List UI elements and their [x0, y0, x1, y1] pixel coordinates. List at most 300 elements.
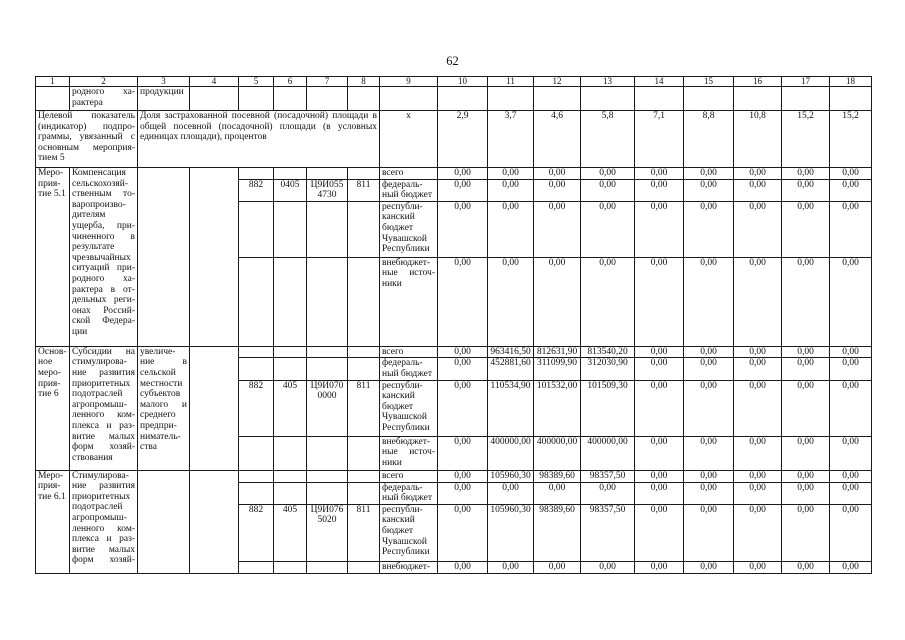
- funding-amount: 0,00: [782, 504, 830, 561]
- text-line: подотраслей: [72, 389, 123, 400]
- empty-cell: [684, 87, 734, 111]
- funding-source: [380, 179, 438, 201]
- funding-amount: 0,00: [782, 168, 830, 180]
- funding-amount: 0,00: [581, 561, 635, 573]
- indicator-value: 8,8: [684, 111, 734, 168]
- text-line: ние в: [140, 357, 187, 368]
- text-line: форм хозяй-: [72, 555, 135, 566]
- text-line: местности: [140, 378, 183, 389]
- activity-status: [36, 346, 70, 470]
- text-line: плекса и раз-: [72, 534, 135, 545]
- funding-amount: 0,00: [782, 179, 830, 201]
- funding-amount: 0,00: [734, 346, 782, 358]
- funding-amount: 0,00: [635, 201, 684, 257]
- code-col6: [274, 201, 307, 257]
- text-line: приоритетных: [72, 491, 131, 502]
- text-line: ный бюджет: [382, 493, 433, 504]
- indicator-value: 7,1: [635, 111, 684, 168]
- funding-amount: 0,00: [734, 179, 782, 201]
- text-line: ники: [382, 457, 402, 468]
- code-col6: [274, 358, 307, 380]
- code-col6: 0405: [274, 179, 307, 201]
- activity-indicator: [138, 168, 190, 347]
- text-line: республи-: [382, 380, 423, 391]
- text-line: родного ха-: [72, 273, 135, 284]
- funding-amount: 452881,60: [488, 358, 534, 380]
- funding-amount: 0,00: [635, 179, 684, 201]
- text-line: рактера в от-: [72, 284, 135, 295]
- code-col6: [274, 346, 307, 358]
- code-col7: [307, 257, 348, 346]
- activity-status: [36, 470, 70, 573]
- funding-amount: 105960,30: [488, 504, 534, 561]
- code-col5: [239, 257, 274, 346]
- text-line: ственным то-: [72, 189, 135, 200]
- text-line: ное: [38, 357, 53, 368]
- text-line: меро-: [38, 367, 61, 378]
- funding-amount: 98389,60: [534, 504, 581, 561]
- table-body: [36, 77, 872, 574]
- funding-amount: 963416,50: [488, 346, 534, 358]
- funding-amount: 311099,90: [534, 358, 581, 380]
- funding-amount: 0,00: [782, 346, 830, 358]
- text-line: ской Федера-: [72, 316, 135, 327]
- code-col7: [307, 358, 348, 380]
- text-line: ный бюджет: [382, 368, 433, 379]
- text-line: увеличе-: [140, 346, 176, 357]
- text-line: Ц9И076: [310, 504, 344, 515]
- empty-cell: [190, 87, 239, 111]
- funding-amount: 0,00: [635, 257, 684, 346]
- funding-amount: 0,00: [438, 179, 488, 201]
- funding-amount: 0,00: [830, 358, 872, 380]
- funding-amount: 0,00: [684, 358, 734, 380]
- funding-amount: 101532,00: [534, 380, 581, 436]
- text-line: 4730: [317, 190, 337, 201]
- funding-amount: 0,00: [488, 179, 534, 201]
- activity-indicator: [138, 346, 190, 470]
- funding-amount: 0,00: [488, 561, 534, 573]
- text-line: единицах площади), процентов: [140, 132, 267, 143]
- column-number: 13: [581, 77, 635, 87]
- text-line: Меро-: [38, 470, 64, 481]
- funding-amount: 0,00: [734, 257, 782, 346]
- empty-cell: [830, 87, 872, 111]
- text-line: прия-: [38, 178, 61, 189]
- text-line: ние развития: [72, 367, 135, 378]
- column-number: 15: [684, 77, 734, 87]
- funding-amount: 0,00: [534, 257, 581, 346]
- text-line: внебюджет-: [382, 257, 431, 268]
- text-line: ленного ком-: [72, 410, 135, 421]
- funding-source: [380, 482, 438, 504]
- code-col5: [239, 561, 274, 573]
- funding-amount: 0,00: [684, 482, 734, 504]
- text-line: тие 5.1: [38, 189, 66, 200]
- funding-amount: 0,00: [635, 346, 684, 358]
- funding-amount: 0,00: [635, 482, 684, 504]
- code-col5: 882: [239, 504, 274, 561]
- funding-amount: 0,00: [684, 257, 734, 346]
- funding-amount: 0,00: [734, 482, 782, 504]
- empty-cell: [190, 168, 239, 347]
- column-number: 14: [635, 77, 684, 87]
- code-col6: [274, 470, 307, 482]
- code-col8: [348, 346, 380, 358]
- text-line: республи-: [382, 201, 423, 212]
- funding-source: [380, 346, 438, 358]
- code-col6: [274, 257, 307, 346]
- funding-amount: 0,00: [734, 504, 782, 561]
- code-col5: 882: [239, 179, 274, 201]
- text-line: граммы, увязанный с: [38, 132, 135, 143]
- text-line: канский: [382, 212, 415, 223]
- empty-cell: [307, 87, 348, 111]
- funding-amount: 0,00: [635, 380, 684, 436]
- text-line: родного ха-: [72, 87, 135, 97]
- text-line: тие 6: [38, 389, 59, 400]
- program-table: [35, 76, 872, 574]
- text-line: плекса и раз-: [72, 420, 135, 431]
- text-line: республи-: [382, 504, 423, 515]
- continued-activity-name: [70, 87, 138, 111]
- column-number: 5: [239, 77, 274, 87]
- funding-amount: 0,00: [534, 179, 581, 201]
- code-col7: [307, 380, 348, 436]
- text-line: стимулирова-: [72, 357, 127, 368]
- text-line: ные источ-: [382, 268, 435, 279]
- funding-row: [36, 346, 872, 358]
- funding-amount: 0,00: [635, 168, 684, 180]
- text-line: Компенсация: [72, 168, 126, 178]
- code-col8: [348, 436, 380, 470]
- column-number: 16: [734, 77, 782, 87]
- text-line: бюджет: [382, 222, 414, 233]
- funding-amount: 0,00: [438, 482, 488, 504]
- funding-amount: 0,00: [684, 380, 734, 436]
- column-number: 2: [70, 77, 138, 87]
- indicator-value: 10,8: [734, 111, 782, 168]
- funding-amount: 0,00: [635, 561, 684, 573]
- column-number: 9: [380, 77, 438, 87]
- text-line: онах Россий-: [72, 305, 135, 316]
- text-line: общей посевной (посадочной) площади (в условных: [140, 121, 377, 132]
- text-line: Чувашской: [382, 233, 427, 244]
- text-line: сельской: [140, 367, 176, 378]
- funding-amount: 0,00: [534, 168, 581, 180]
- text-line: бюджет: [382, 401, 414, 412]
- funding-amount: 0,00: [734, 358, 782, 380]
- funding-amount: 0,00: [782, 561, 830, 573]
- text-line: сельскохозяй-: [72, 178, 128, 189]
- text-line: ущерба, при-: [72, 220, 135, 231]
- funding-amount: 0,00: [438, 561, 488, 573]
- text-line: продукции: [140, 87, 184, 97]
- funding-amount: 0,00: [830, 257, 872, 346]
- code-col6: 405: [274, 504, 307, 561]
- text-line: (индикатор) подпро-: [38, 121, 135, 132]
- column-number-row: [36, 77, 872, 87]
- indicator-value: 15,2: [830, 111, 872, 168]
- funding-source: [380, 470, 438, 482]
- text-line: Доля застрахованной посевной (посадочной) площади в: [140, 111, 377, 121]
- funding-amount: 0,00: [438, 436, 488, 470]
- code-col6: 405: [274, 380, 307, 436]
- text-line: витие малых: [72, 431, 135, 442]
- funding-amount: 0,00: [734, 201, 782, 257]
- text-line: малого и: [140, 399, 187, 410]
- funding-amount: 0,00: [830, 168, 872, 180]
- funding-amount: 0,00: [635, 504, 684, 561]
- code-col6: [274, 168, 307, 180]
- text-line: всего: [382, 168, 404, 178]
- text-line: ленного ком-: [72, 523, 135, 534]
- text-line: Республики: [382, 244, 430, 255]
- funding-amount: 0,00: [684, 201, 734, 257]
- text-line: прия-: [38, 481, 61, 492]
- text-line: Стимулирова-: [72, 470, 129, 481]
- column-number: 10: [438, 77, 488, 87]
- text-line: рактера: [72, 97, 103, 108]
- text-line: Основ-: [38, 346, 67, 357]
- column-number: 12: [534, 77, 581, 87]
- text-line: основным мероприя-: [38, 142, 135, 153]
- empty-cell: [534, 87, 581, 111]
- funding-source: [380, 257, 438, 346]
- text-line: ние развития: [72, 481, 135, 492]
- text-line: Чувашской: [382, 536, 427, 547]
- text-line: чрезвычайных: [72, 252, 131, 263]
- text-line: агропромыш-: [72, 399, 127, 410]
- text-line: агропромыш-: [72, 512, 127, 523]
- funding-amount: 0,00: [438, 380, 488, 436]
- code-col7: [307, 201, 348, 257]
- empty-cell: [581, 87, 635, 111]
- funding-amount: 0,00: [734, 168, 782, 180]
- column-number: 3: [138, 77, 190, 87]
- text-line: форм хозяй-: [72, 442, 135, 453]
- funding-amount: 0,00: [534, 482, 581, 504]
- funding-amount: 0,00: [830, 482, 872, 504]
- column-number: 8: [348, 77, 380, 87]
- code-col7: [307, 346, 348, 358]
- indicator-row: [36, 111, 872, 168]
- indicator-label: [36, 111, 138, 168]
- funding-amount: 0,00: [734, 436, 782, 470]
- empty-cell: [190, 470, 239, 573]
- funding-amount: 400000,00: [534, 436, 581, 470]
- code-col5: 882: [239, 380, 274, 436]
- funding-amount: 0,00: [782, 201, 830, 257]
- indicator-unit: x: [380, 111, 438, 168]
- funding-amount: 400000,00: [581, 436, 635, 470]
- text-line: федераль-: [382, 358, 423, 369]
- code-col8: [348, 482, 380, 504]
- code-col5: [239, 482, 274, 504]
- funding-amount: 0,00: [581, 168, 635, 180]
- code-col8: 811: [348, 504, 380, 561]
- code-col8: 811: [348, 179, 380, 201]
- funding-amount: 0,00: [684, 168, 734, 180]
- text-line: витие малых: [72, 544, 135, 555]
- funding-amount: 0,00: [534, 561, 581, 573]
- funding-amount: 0,00: [488, 482, 534, 504]
- funding-row: [36, 168, 872, 180]
- funding-amount: 312030,90: [581, 358, 635, 380]
- funding-amount: 0,00: [581, 482, 635, 504]
- empty-cell: [380, 87, 438, 111]
- text-line: Республики: [382, 547, 430, 558]
- funding-amount: 0,00: [438, 257, 488, 346]
- funding-amount: 0,00: [782, 436, 830, 470]
- code-col8: [348, 201, 380, 257]
- indicator-value: 15,2: [782, 111, 830, 168]
- text-line: среднего: [140, 410, 176, 421]
- text-line: федераль-: [382, 179, 423, 190]
- text-line: Чувашской: [382, 412, 427, 423]
- empty-cell: [635, 87, 684, 111]
- text-line: ниматель-: [140, 431, 181, 442]
- funding-amount: 0,00: [581, 201, 635, 257]
- funding-amount: 0,00: [684, 470, 734, 482]
- text-line: ники: [382, 278, 402, 289]
- funding-amount: 0,00: [488, 201, 534, 257]
- empty-cell: [782, 87, 830, 111]
- empty-cell: [734, 87, 782, 111]
- text-line: бюджет: [382, 525, 414, 536]
- column-number: 17: [782, 77, 830, 87]
- indicator-value: 3,7: [488, 111, 534, 168]
- funding-source: [380, 168, 438, 180]
- page-number: 62: [446, 54, 459, 68]
- code-col5: [239, 346, 274, 358]
- text-line: всего: [382, 470, 404, 481]
- code-col8: [348, 358, 380, 380]
- text-line: канский: [382, 391, 415, 402]
- code-col7: [307, 168, 348, 180]
- funding-source: [380, 561, 438, 573]
- code-col8: [348, 168, 380, 180]
- column-number: 4: [190, 77, 239, 87]
- funding-amount: 0,00: [438, 201, 488, 257]
- funding-amount: 0,00: [684, 561, 734, 573]
- continued-indicator: [138, 87, 190, 111]
- funding-amount: 0,00: [830, 201, 872, 257]
- activity-name: [70, 470, 138, 573]
- text-line: Ц9И070: [310, 380, 344, 391]
- text-line: ции: [72, 326, 88, 337]
- text-line: федераль-: [382, 482, 423, 493]
- funding-amount: 0,00: [830, 504, 872, 561]
- funding-amount: 0,00: [684, 504, 734, 561]
- text-line: Целевой показатель: [38, 111, 135, 121]
- funding-amount: 101509,30: [581, 380, 635, 436]
- text-line: прия-: [38, 378, 61, 389]
- code-col5: [239, 470, 274, 482]
- empty-cell: [348, 87, 380, 111]
- code-col8: [348, 470, 380, 482]
- funding-amount: 0,00: [635, 436, 684, 470]
- funding-amount: 105960,30: [488, 470, 534, 482]
- funding-amount: 0,00: [830, 470, 872, 482]
- funding-source: [380, 358, 438, 380]
- funding-source: [380, 436, 438, 470]
- funding-amount: 0,00: [782, 380, 830, 436]
- activity-indicator: [138, 470, 190, 573]
- indicator-description: [138, 111, 380, 168]
- text-line: тием 5: [38, 153, 65, 164]
- funding-amount: 0,00: [734, 470, 782, 482]
- indicator-value: 2,9: [438, 111, 488, 168]
- funding-amount: 0,00: [438, 346, 488, 358]
- code-col8: [348, 257, 380, 346]
- funding-amount: 0,00: [782, 482, 830, 504]
- funding-amount: 98357,50: [581, 504, 635, 561]
- text-line: ный бюджет: [382, 190, 433, 201]
- text-line: ствования: [72, 452, 113, 463]
- funding-amount: 98357,50: [581, 470, 635, 482]
- code-col7: [307, 482, 348, 504]
- text-line: варопроизво-: [72, 199, 126, 210]
- funding-amount: 0,00: [734, 561, 782, 573]
- code-col7: [307, 436, 348, 470]
- text-line: приоритетных: [72, 378, 131, 389]
- text-line: канский: [382, 515, 415, 526]
- funding-amount: 110534,90: [488, 380, 534, 436]
- empty-cell: [274, 87, 307, 111]
- funding-amount: 0,00: [488, 257, 534, 346]
- empty-cell: [239, 87, 274, 111]
- funding-amount: 0,00: [830, 561, 872, 573]
- code-col5: [239, 201, 274, 257]
- code-col8: [348, 561, 380, 573]
- funding-amount: 0,00: [684, 436, 734, 470]
- funding-amount: 813540,20: [581, 346, 635, 358]
- text-line: субъектов: [140, 389, 181, 400]
- funding-amount: 0,00: [782, 358, 830, 380]
- funding-amount: 0,00: [782, 470, 830, 482]
- empty-cell: [36, 87, 70, 111]
- funding-amount: 98389,60: [534, 470, 581, 482]
- activity-status: [36, 168, 70, 347]
- code-col5: [239, 358, 274, 380]
- funding-row: [36, 470, 872, 482]
- funding-amount: 400000,00: [488, 436, 534, 470]
- funding-amount: 0,00: [635, 358, 684, 380]
- empty-cell: [488, 87, 534, 111]
- text-line: всего: [382, 346, 404, 357]
- text-line: ситуаций при-: [72, 263, 135, 274]
- text-line: дельных реги-: [72, 295, 135, 306]
- activity-name: [70, 346, 138, 470]
- column-number: 18: [830, 77, 872, 87]
- code-col6: [274, 561, 307, 573]
- code-col6: [274, 482, 307, 504]
- text-line: тие 6.1: [38, 491, 66, 502]
- funding-amount: 0,00: [534, 201, 581, 257]
- text-line: Республики: [382, 422, 430, 433]
- funding-amount: 0,00: [734, 380, 782, 436]
- funding-amount: 0,00: [581, 179, 635, 201]
- funding-source: [380, 380, 438, 436]
- text-line: 0000: [317, 391, 337, 402]
- text-line: предпри-: [140, 420, 177, 431]
- code-col7: [307, 504, 348, 561]
- text-line: чиненного в: [72, 231, 135, 242]
- code-col8: 811: [348, 380, 380, 436]
- text-line: внебюджет-: [382, 561, 431, 572]
- funding-source: [380, 504, 438, 561]
